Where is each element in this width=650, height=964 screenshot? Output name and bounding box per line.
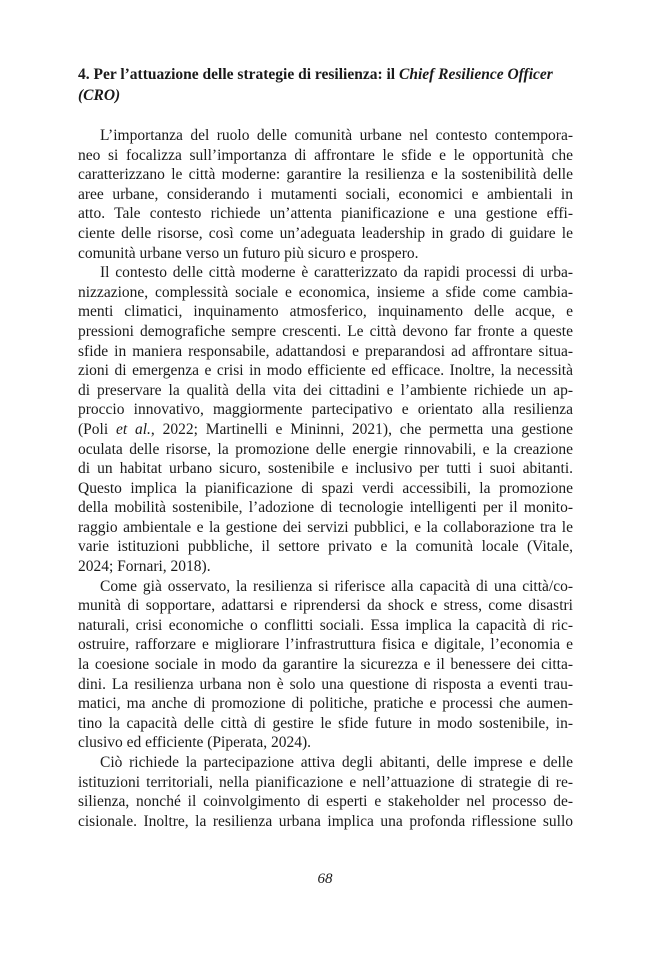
- text-line: di preservare la qualità della vita dei cittadini e l’ambiente richiede un ap-: [78, 381, 573, 399]
- text-line: 2024; Fornari, 2018).: [78, 558, 211, 576]
- section-heading-text: 4. Per l’attuazione delle strategie di resilienza: il: [78, 66, 399, 83]
- text-line: Questo implica la pianificazione di spazi verdi accessibili, la promozione: [78, 479, 573, 497]
- text-line: clusivo ed efficiente (Piperata, 2024).: [78, 734, 311, 752]
- text-line: matici, ma anche di promozione di politiche, pratiche e processi che aumen-: [78, 695, 573, 713]
- text-line: la coesione sociale in modo da garantire la sicurezza e il benessere dei citta-: [78, 656, 573, 674]
- text-line: caratterizzano le città moderne: garantire la resilienza e la sostenibilità delle: [78, 166, 573, 184]
- text-line: oculata delle risorse, la promozione delle energie rinnovabili, e la creazione: [78, 440, 573, 458]
- text-line: [78, 420, 573, 440]
- text-line: Come già osservato, la resilienza si riferisce alla capacità di una città/co-: [100, 577, 573, 595]
- text-line: cisionale. Inoltre, la resilienza urbana implica una profonda riflessione sullo: [78, 812, 573, 830]
- section-heading-italic: Chief Resilience Officer (CRO): [78, 66, 553, 104]
- text-line: L’importanza del ruolo delle comunità urbane nel contesto contempora-: [100, 127, 573, 144]
- page-body: [78, 64, 573, 831]
- citation-italic: et al.: [115, 420, 151, 438]
- paragraph: [78, 577, 573, 753]
- text-line: proccio innovativo, maggiormente partecipativo e orientato alla resilienza: [78, 401, 573, 419]
- text-line: comunità urbane verso un futuro più sicuro e prospero.: [78, 244, 419, 262]
- text-line: Ciò richiede la partecipazione attiva degli abitanti, delle imprese e delle: [100, 754, 573, 771]
- text-line: ciente delle risorse, così come un’adeguata leadership in grado di guidare le: [78, 224, 573, 242]
- text-line: di un habitat urbano sicuro, sostenibile e inclusivo per tutti i suoi abitanti.: [78, 460, 573, 478]
- text-line: menti climatici, inquinamento atmosferico, inquinamento delle acque, e: [78, 303, 573, 321]
- citation-text: (Poli: [78, 420, 116, 438]
- text-line: sfide in maniera responsabile, adattandosi e preparandosi ad affrontare situa-: [78, 342, 573, 360]
- text-line: Il contesto delle città moderne è caratterizzato da rapidi processi di urba-: [100, 264, 573, 282]
- text-line: nizzazione, complessità sociale e economica, insieme a sfide come cambia-: [78, 283, 573, 301]
- text-line: atto. Tale contesto richiede un’attenta pianificazione e una gestione effi-: [78, 205, 573, 223]
- text-line: istituzioni territoriali, nella pianificazione e nell’attuazione di strategie di re-: [78, 773, 573, 791]
- text-line: naturali, crisi economiche o conflitti sociali. Essa implica la capacità di ric-: [78, 616, 573, 634]
- paragraph: [78, 126, 573, 263]
- text-line: raggio ambientale e la gestione dei servizi pubblici, e la collaborazione tra le: [78, 518, 573, 536]
- text-line: munità di sopportare, adattarsi e riprendersi da shock e stress, come disastri: [78, 597, 573, 615]
- paragraph: [78, 753, 573, 831]
- text-line: della mobilità sostenibile, l’adozione di tecnologie intelligenti per il monito-: [78, 499, 573, 517]
- text-body: [78, 126, 573, 831]
- page-number: 68: [317, 871, 333, 887]
- text-line: tino la capacità delle città di gestire le sfide future in modo sostenibile, in-: [78, 714, 573, 732]
- text-line: aree urbane, considerando i mutamenti sociali, economici e ambientali in: [78, 185, 573, 203]
- section-heading: [78, 64, 573, 106]
- text-line: ostruire, rafforzare e migliorare l’infrastruttura fisica e digitale, l’economia e: [78, 636, 573, 654]
- text-line: neo si focalizza sull’importanza di affrontare le sfide e le opportunità che: [78, 146, 573, 164]
- text-line: varie istituzioni pubbliche, il settore privato e la comunità locale (Vitale,: [78, 538, 573, 556]
- text-line: silienza, nonché il coinvolgimento di esperti e stakeholder nel processo de-: [78, 793, 573, 811]
- text-line: pressioni demografiche sempre crescenti. Le città devono far fronte a queste: [78, 322, 573, 340]
- text-line: dini. La resilienza urbana non è solo una questione di risposta a eventi trau-: [78, 675, 573, 693]
- citation-text: , 2022; Martinelli e Mininni, 2021), che permetta una gestione: [150, 420, 573, 438]
- text-line: zioni di emergenza e crisi in modo efficiente ed efficace. Inoltre, la necessità: [78, 362, 573, 380]
- paragraph: [78, 263, 573, 577]
